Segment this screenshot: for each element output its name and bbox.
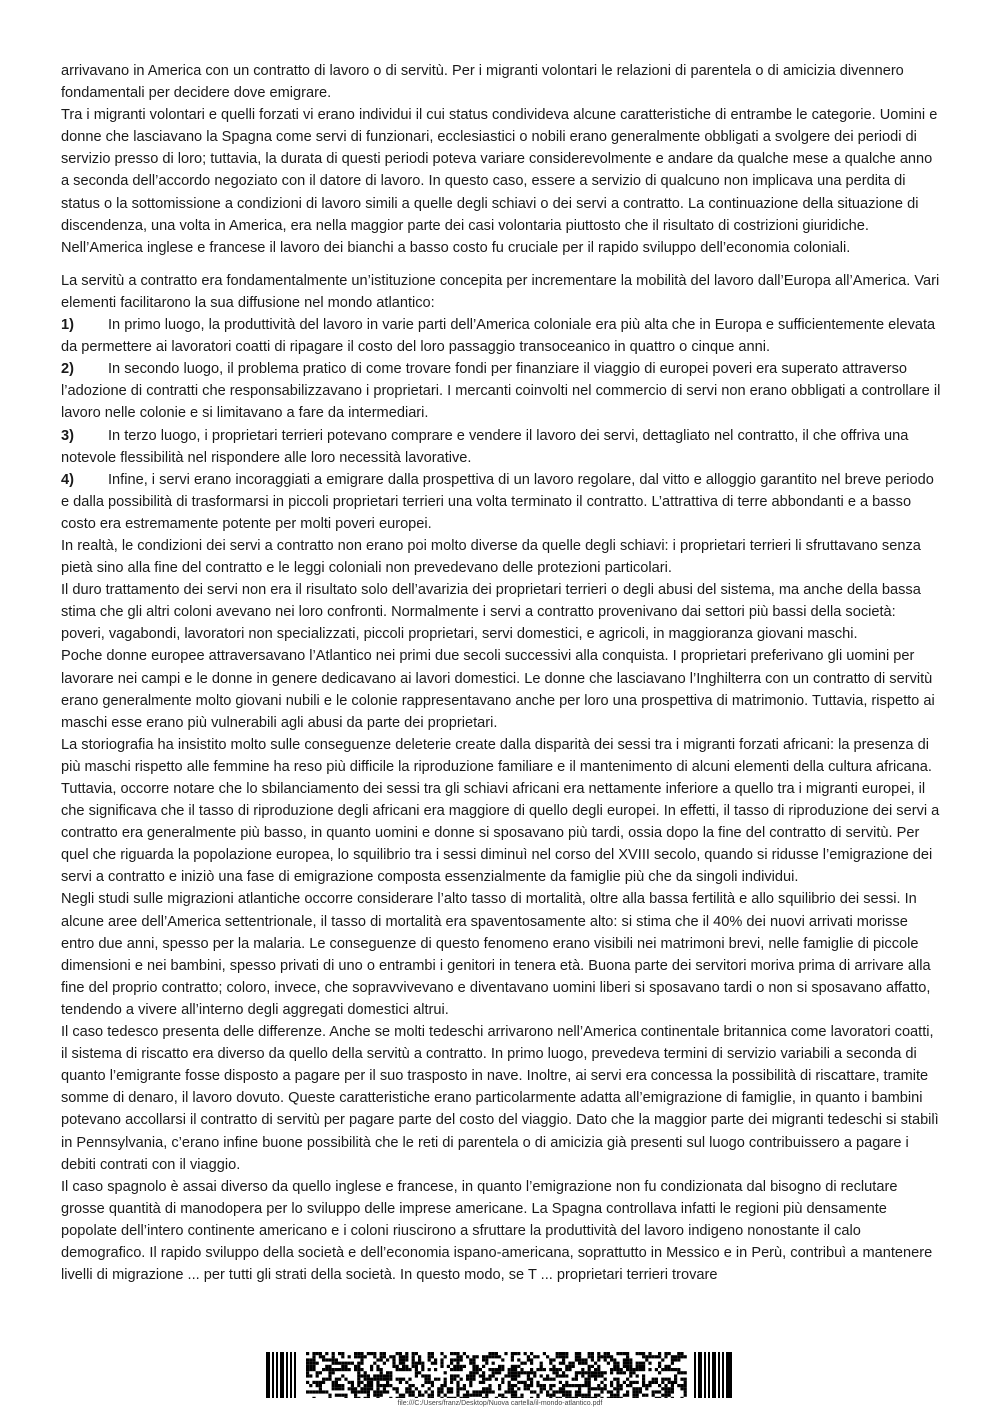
list-text: In secondo luogo, il problema pratico di come trovare fondi per finanziare il viaggio di europei poveri era superato attraverso l’adozione di contratti che responsabilizzavano i proprietari. I mercanti coinvolti nel commercio di servi non erano obbligati a controllare il lavoro nelle colonie e si limitavano a fare da intermediari. [61,361,941,422]
barcode-overlay [266,1352,734,1398]
list-item [61,469,941,535]
paragraph: La storiografia ha insistito molto sulle conseguenze deleterie create dalla disparità dei sessi tra i migranti forzati africani: la presenza di più maschi rispetto alle femmine ha reso più difficile la riproduzione familiare e il mantenimento di alcuni elementi della cultura africana. Tuttavia, occorre notare che lo sbilanciamento dei sessi tra gli schiavi africani era nettamente inferiore a quello tra i migranti europei, il che significava che il tasso di riproduzione degli africani era maggiore di quello degli europei. In effetti, il tasso di riproduzione dei servi a contratto era generalmente più basso, in quanto uomini e donne si sposavano più tardi, ossia dopo la fine del contratto di servitù. Per quel che riguarda la popolazione europea, lo squilibrio tra i sessi diminuì nel corso del XVIII secolo, quando si ridusse l’emigrazione dei servi a contratto e iniziò una fase di emigrazione composta essenzialmente da famiglie più che da singoli individui. [61,736,940,886]
list-text: In primo luogo, la produttività del lavoro in varie parti dell’America coloniale era più alta che in Europa e sufficientemente elevata da permettere ai lavoratori coatti di ripagare il costo del loro passaggio transoceanico in quattro o cinque anni. [61,317,936,356]
file-path-footer: file:///C:/Users/franz/Desktop/Nuova cartella/il-mondo-atlantico.pdf [397,1400,603,1407]
paragraph: Il caso tedesco presenta delle differenze. Anche se molti tedeschi arrivarono nell’America continentale britannica come lavoratori coatti, il sistema di riscatto era diverso da quello della servitù a contratto. In primo luogo, prevedeva termini di servizio variabili a seconda di quanto l’emigrante fosse disposto a pagare per il suo trasposto in nave. Inoltre, ai servi era concessa la possibilità di riscattare, tramite somme di denaro, il lavoro dovuto. Queste caratteristiche erano particolarmente adatta all’emigrazione di famiglie, in quanto i bambini potevano accollarsi il contratto di servitù per pagare parte del costo del viaggio. Dato che la maggior parte dei migranti tedeschi si stabilì in Pennsylvania, c’erano infine buone possibilità che le reti di parentela o di amicizia già presenti sul luogo contribuissero a pagare i debiti contrati con il viaggio. [61,1024,939,1173]
list-number: 4) [61,471,74,488]
paragraph: Il duro trattamento dei servi non era il risultato solo dell’avarizia dei proprietari terrieri o degli abusi del sistema, ma anche della bassa stima che gli altri coloni avevano nei loro confronti. Normalmente i servi a contratto provenivano dai settori più bassi della società: poveri, vagabondi, lavoratori non specializzati, piccoli proprietari, servi domestici, e agricoli, in maggioranza giovani maschi. [61,582,921,643]
list-number: 2) [61,361,74,378]
paragraph: Poche donne europee attraversavano l’Atlantico nei primi due secoli successivi alla conquista. I proprietari preferivano gli uomini per lavorare nei campi e le donne in genere dedicavano ai lavori domestici. Le donne che lasciavano l’Inghilterra con un contratto di servitù erano generalmente molto giovani nubili e le colonie rappresentavano anche per loro una prospettiva di matrimonio. Tuttavia, rispetto ai maschi esse erano più vulnerabili agli abusi da parte dei proprietari. [61,648,935,731]
list-number: 3) [61,427,74,444]
list-item [61,358,941,424]
document-body [61,60,941,1286]
paragraph: Il caso spagnolo è assai diverso da quello inglese e francese, in quanto l’emigrazione non fu condizionata dal bisogno di reclutare grosse quantità di manodopera per lo sviluppo delle imprese americane. La Spagna controllava infatti le regioni più densamente popolate dell’intero continente americano e i coloni riuscirono a sfruttare la produttività del lavoro indigeno nonostante il calo demografico. Il rapido sviluppo della società e dell’economia ispano-americana, soprattutto in Messico e in Perù, contribuì a mantenere livelli di migrazione ... per tutti gli strati della società. In questo modo, se T ... proprietari terrieri trovare [61,1178,933,1284]
list-item [61,314,941,358]
paragraph: arrivavano in America con un contratto di lavoro o di servitù. Per i migranti volontari le relazioni di parentela o di amicizia divennero fondamentali per decidere dove emigrare. [61,63,904,102]
barcode-icon [266,1352,734,1398]
paragraph: In realtà, le condizioni dei servi a contratto non erano poi molto diverse da quelle degli schiavi: i proprietari terrieri li sfruttavano senza pietà sino alla fine del contratto e le leggi coloniali non prevedevano delle protezioni particolari. [61,537,921,577]
list-number: 1) [61,317,74,334]
list-text: In terzo luogo, i proprietari terrieri potevano comprare e vendere il lavoro dei servi, dettagliato nel contratto, il che offriva una notevole flessibilità nel rispondere alle loro necessità lavorative. [61,427,909,466]
list-text: Infine, i servi erano incoraggiati a emigrare dalla prospettiva di un lavoro regolare, dal vitto e alloggio garantito nel breve periodo e dalla possibilità di trasformarsi in piccoli proprietari terrieri una volta terminato il contratto. L’attrattiva di terre abbondanti e a basso costo era estremamente potente per molti poveri europei. [61,471,934,532]
paragraph-spacer [61,259,941,270]
paragraph: Nell’America inglese e francese il lavoro dei bianchi a basso costo fu cruciale per il rapido sviluppo dell’economia coloniali. [61,239,851,256]
list-intro: La servitù a contratto era fondamentalmente un’istituzione concepita per incrementare la mobilità del lavoro dall’Europa all’America. Vari elementi facilitarono la sua diffusione nel mondo atlantico: [61,272,940,311]
paragraph: Tra i migranti volontari e quelli forzati vi erano individui il cui status condivideva alcune caratteristiche di entrambe le categorie. Uomini e donne che lasciavano la Spagna come servi di funzionari, ecclesiastici o nobili erano generalmente obbligati a svolgere dei periodi di servizio presso di loro; tuttavia, la durata di questi periodi poteva variare considerevolmente e andare da qualche mese a qualche anno a seconda dell’accordo negoziato con il datore di lavoro. In questo caso, essere a servizio di qualcuno non implicava una perdita di status o la sottomissione a condizioni di lavoro simili a quelle degli schiavi o dei servi a contratto. La continuazione della situazione di discendenza, una volta in America, era nella maggior parte dei casi volontaria piuttosto che il risultato di costrizioni giuridiche. [61,107,938,234]
list-item [61,425,941,469]
paragraph: Negli studi sulle migrazioni atlantiche occorre considerare l’alto tasso di mortalità, oltre alla bassa fertilità e allo squilibrio dei sessi. In alcune aree dell’America settentrionale, il tasso di mortalità era spaventosamente alto: si stima che il 40% dei nuovi arrivati morisse entro due anni, spesso per la malaria. Le conseguenze di questo fenomeno erano visibili nei matrimoni brevi, nelle famiglie di piccole dimensioni e nei bambini, spesso privati di uno o entrambi i genitori in tenera età. Buona parte dei servitori moriva prima di arrivare alla fine del proprio contratto; coloro, invece, che sopravvivevano e diventavano uomini liberi si sposavano tardi o non si sposavano affatto, tendendo a vivere all’interno degli aggregati domestici altrui. [61,891,931,1018]
